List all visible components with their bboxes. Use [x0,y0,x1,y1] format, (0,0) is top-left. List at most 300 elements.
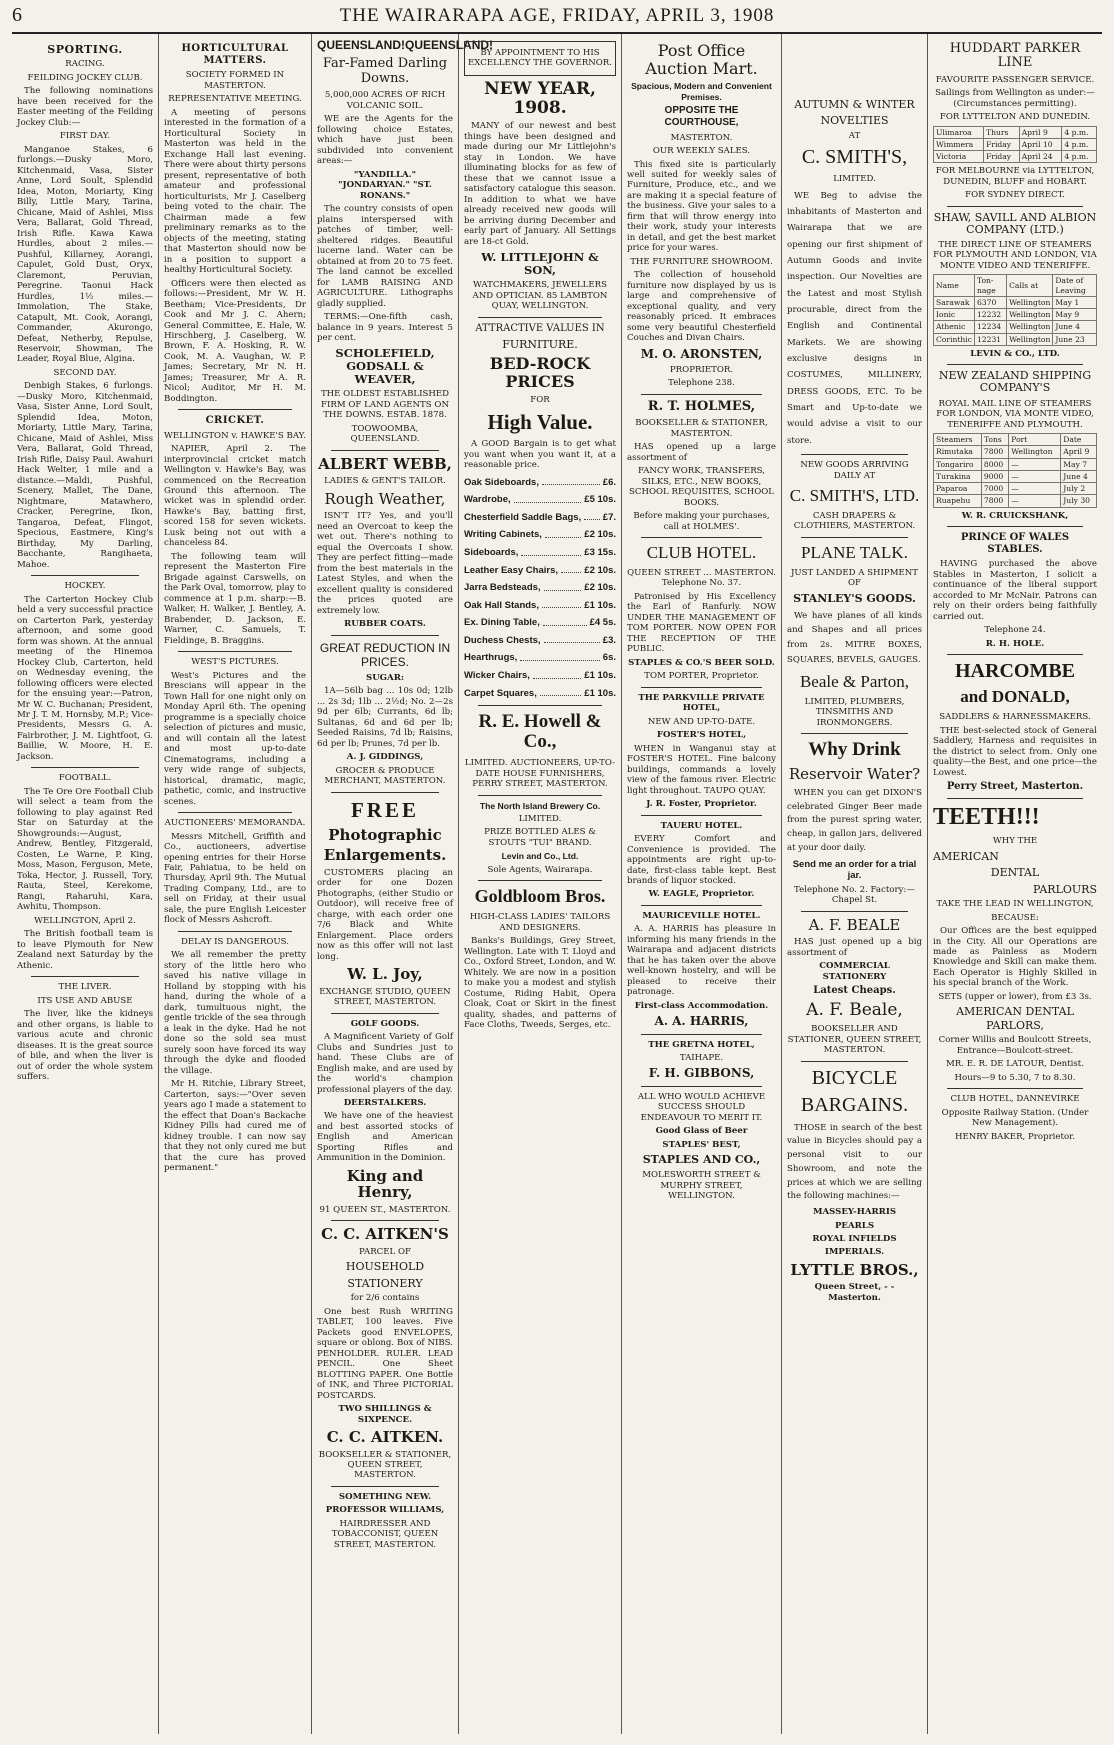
ad-text: AMERICAN [933,849,999,863]
column-horticultural [159,34,312,1734]
ad-headline: A. F. Beale, [806,1000,903,1021]
ad-headline: C. C. AITKEN. [326,1428,444,1446]
ad-text: HAS just opened up a big assortment of [787,937,922,958]
ad-text: AUTUMN & WINTER [794,98,915,111]
ad-text: 5,000,000 ACRES OF RICH VOLCANIC SOIL. [324,90,446,111]
newspaper-title: THE WAIRARAPA AGE, FRIDAY, APRIL 3, 1908 [339,5,775,26]
ad-text: PROPRIETOR. [669,364,734,375]
section-heading: HORTICULTURAL MATTERS. [181,43,289,67]
ad-headline: BED-ROCK PRICES [489,354,591,392]
ad-text: FOR SYDNEY DIRECT. [965,190,1065,201]
ad-headline: FREE [350,797,419,822]
ad-text: FURNITURE. [502,338,578,352]
divider [31,976,139,977]
ad-text: THE best-selected stock of General Saddlery, Harness and requisites in the district to select from. Only one quality—the Best, and one price—the Lowest. [933,725,1097,778]
ad-text: NOVELTIES [820,114,889,128]
ad-headline: STANLEY'S GOODS. [793,591,916,605]
sub-heading: WELLINGTON, April 2. [34,915,136,926]
ad-text: Our Offices are the best equipped in the City. All our Operations are made as Painless as Modern Knowledge and Skill can make them. Each Operator is Highly Skilled in his special branch of the Work. [933,926,1097,989]
leader-dots [544,582,582,591]
table-cell: Corinthic [934,333,975,345]
article-text: We all remember the pretty story of the little hero who saved his native village in Holland by stopping with his hand, during the whole of a dark, tumultuous night, the gentle trickle of the sea through a leak in the dyke. Had he not done so the sold sea must surely soon have forced its way through the dyke and flooded the village. [164,950,306,1076]
bicycle-list [787,1207,922,1258]
ad-headline: SHAW, SAVILL AND ALBION COMPANY (LTD.) [933,210,1097,236]
bicycle-brand: ROYAL INFIELDS [812,1234,897,1244]
table-row [934,446,1097,458]
section-heading: CRICKET. [205,415,265,427]
item-price: £6. [602,476,616,488]
ad-text: SUGAR: [365,672,405,683]
leader-dots [514,494,582,503]
ad-headline: ALBERT WEBB, [318,454,452,473]
divider [641,1034,762,1035]
table-row [934,126,1097,138]
ad-headline: C. SMITH'S, [801,146,908,169]
ad-text: PROFESSOR WILLIAMS, [325,1505,445,1516]
table-cell: July 2 [1061,483,1097,495]
ad-text: We have planes of all kinds and Shapes and all prices from 2s. MITRE BOXES, SQUARES, BEVELS, GAUGES. [787,610,922,665]
divider [947,526,1083,527]
table-cell: 4 p.m. [1062,151,1097,163]
sub-heading: THE LIVER. [58,982,112,993]
ad-text: CASH DRAPERS & CLOTHIERS, MASTERTON. [793,510,916,532]
divider [801,733,908,734]
ad-headline: and DONALD, [960,687,1070,707]
ad-text: The country consists of open plains interspersed with patches of timber, well-sheltered ridges. Beautiful lucerne land. Water can be obtained at from 20 to 75 feet. The land cannot be excelled for LAMB RAISING AND AGRICULTURE. Lithographs gladly supplied. [317,204,453,309]
ad-text: HOUSEHOLD [345,1260,425,1274]
ad-text: TAKE THE LEAD IN WELLINGTON, [936,899,1094,910]
table-cell: 9000 [981,470,1008,482]
item-name: Hearthrugs, [464,652,518,664]
ad-text: TOOWOOMBA, QUEENSLAND. [350,423,420,445]
divider [641,537,762,538]
ad-headline: Reservoir Water? [788,765,921,784]
table-cell: 7000 [981,483,1008,495]
item-price: £2 10s. [584,582,616,594]
ad-text: DENTAL [990,866,1040,880]
table-cell: Athenic [934,321,975,333]
table-cell: Thurs [984,126,1020,138]
section-heading: SPORTING. [47,43,123,56]
ad-headline: PLANE TALK. [801,542,908,562]
ad-text: Telephone No. 2. Factory:—Chapel St. [794,884,915,906]
ad-text: BECAUSE: [991,912,1039,923]
price-list-item [464,600,616,612]
ad-headline: W. LITTLEJOHN & SON, [481,250,599,277]
ad-text: THE OLDEST ESTABLISHED FIRM OF LAND AGENTS ON THE DOWNS. ESTAB. 1878. [320,389,450,421]
table-cell: 12234 [974,321,1006,333]
ad-headline: NEW YEAR, 1908. [484,78,596,118]
table-cell: June 4 [1061,470,1097,482]
divider [801,1061,908,1062]
divider [478,705,602,706]
ad-headline: BICYCLE [811,1066,898,1089]
divider [331,1220,439,1221]
table-cell: Sarawak [934,296,975,308]
leader-dots [544,635,600,644]
leader-dots [521,547,581,556]
ad-text: Spacious, Modern and Convenient Premises. [631,81,772,102]
ad-text: First-class Accommodation. [634,1000,769,1011]
ad-text: WE Beg to advise the inhabitants of Masterton and Wairarapa that we are opening our first shipment of Autumn Goods and invite inspection. Our Novelties are the Latest and most Stylish procurable, direct from the English and Continental Markets. We are showing exclusive designs in COSTUMES, MILLINERY, DRESS GOODS, ETC. To be Smart and Up-to-date we would advise a visit to our store. [787,190,922,446]
table-row [934,321,1097,333]
ad-text: LADIES & GENT'S TAILOR. [324,476,446,487]
ad-text: Latest Cheaps. [813,985,896,997]
ad-text: JUST LANDED A SHIPMENT OF [790,567,919,589]
article-text: The British football team is to leave Plymouth for New Zealand next Saturday by the Athenic. [17,929,153,971]
column-ads-hotels [622,34,782,1734]
ad-text: GROCER & PRODUCE MERCHANT, MASTERTON. [324,765,446,787]
ad-text: TOM PORTER, Proprietor. [644,671,759,682]
table-row [934,296,1097,308]
table-row [934,470,1097,482]
item-name: Wardrobe, [464,494,511,506]
bicycle-brand: IMPERIALS. [824,1247,885,1258]
divider [331,450,439,451]
sub-heading: SECOND DAY. [53,367,117,378]
item-name: Ex. Dining Table, [464,617,540,629]
table-cell: Turakina [934,470,982,482]
ad-text: ATTRACTIVE VALUES IN [475,322,605,334]
ad-text: HAVING purchased the above Stables in Masterton, I solicit a continuance of the liberal support accorded to Mr McNair. Patrons can rely on their orders being faithfully carried out. [933,559,1097,622]
price-list-item [464,652,616,664]
table-row [934,151,1097,163]
item-name: Writing Cabinets, [464,529,542,541]
ad-headline: TEETH!!! [933,804,1040,831]
ad-text: Queen Street, - - Masterton. [814,1282,895,1303]
item-price: £7. [602,511,616,523]
item-price: £3 15s. [584,546,616,558]
ad-text: Telephone 24. [984,625,1046,636]
divider [641,687,762,688]
item-price: £4 5s. [589,617,616,629]
sub-heading: FIRST DAY. [59,131,111,142]
article-text: NAPIER, April 2. The interprovincial cricket match Wellington v. Hawke's Bay, was commenced on the Recreation Ground this afternoon. The wicket was in splendid order. Hawke's Bay, batting first, scored 158 for seven wickets. Lusk being not out with a chanceless 84. [164,444,306,549]
ad-text: MOLESWORTH STREET & MURPHY STREET, WELLINGTON. [642,1170,761,1202]
ad-headline: HARCOMBE [955,660,1075,683]
ad-text: BY APPOINTMENT TO HIS EXCELLENCY THE GOVERNOR. [468,48,612,69]
table-cell: Ton-nage [974,275,1006,297]
table-row [934,138,1097,150]
ad-headline: High Value. [487,410,593,435]
bicycle-brand: MASSEY-HARRIS [812,1207,897,1218]
ad-headline: Far-Famed Darling Downs. [322,55,448,87]
leader-dots [540,688,581,697]
ad-text: Send me an order for a trial jar. [792,858,917,882]
divider [478,795,602,796]
ad-text: LIMITED. AUCTIONEERS, UP-TO-DATE HOUSE FURNISHERS, PERRY STREET, MASTERTON. [464,758,616,790]
ad-text: HENRY BAKER, Proprietor. [954,1131,1076,1142]
table-cell: Victoria [934,151,984,163]
ad-text: LIMITED, PLUMBERS, TINSMITHS AND IRONMONGERS. [804,697,905,728]
item-price: £2 10s. [584,564,616,576]
table-cell: Wimmera [934,138,984,150]
ad-text: Sole Agents, Wairarapa. [487,864,593,875]
ad-text: ROYAL MAIL LINE OF STEAMERS FOR LONDON, VIA MONTE VIDEO, TENERIFFE AND PLYMOUTH. [936,398,1094,430]
ad-text: W. EAGLE, Proprietor. [648,889,755,900]
article-text: Mr H. Ritchie, Library Street, Carterton, says:—"Over seven years ago I made a statement to the effect that Doan's Backache Kidney Pills had cured me of kidney trouble. I can now say that they not only cured me but that the cure has proved permanent." [164,1079,306,1174]
ad-text: STATIONERY [347,1276,423,1290]
table-cell: Date [1061,434,1097,446]
article-text: The following nominations have been received for the Easter meeting of the Feilding Jockey Club:— [17,86,153,128]
item-price: £1 10s. [584,687,616,699]
ad-text: THE PARKVILLE PRIVATE HOTEL, [638,692,765,714]
ad-text: PRINCE OF WALES STABLES. [960,531,1070,556]
ad-text: We have one of the heaviest and best assorted stocks of English and American Sporting Rifles and Ammunition in the Dominion. [317,1111,453,1164]
ad-headline: W. L. Joy, [347,965,423,984]
sub-heading: DELAY IS DANGEROUS. [181,936,289,947]
table-cell: June 23 [1053,333,1097,345]
ad-text: BOOKSELLER AND STATIONER, QUEEN STREET, MASTERTON. [787,1024,922,1056]
sailing-table-nz-shipping [933,433,1097,508]
ad-text: R. H. HOLE. [985,638,1045,649]
price-list-item [464,512,616,524]
table-cell: — [1009,470,1061,482]
article-text: Officers were then elected as follows:—President, Mr W. H. Beetham; Vice-Presidents, Dr Cook and Mr J. C. Ahern; General Committee, E. Hale, W. Hirschberg, J. Caselberg, W. Brown, F. A. Hosking, R. W. Cook, M. A. Vaughan, W. P. James; Secretary, Mr N. H. James; Treasurer, Mr A. R. Nicol; Auditor, Mr H. M. Boddington. [164,278,306,404]
ad-headline: A. A. HARRIS, [654,1014,749,1029]
table-cell: — [1009,458,1061,470]
divider [801,911,908,912]
ad-headline: A. F. BEALE [808,915,901,934]
price-list-item [464,565,616,577]
table-cell: May 1 [1053,296,1097,308]
table-cell: 7800 [981,446,1008,458]
divider [947,654,1083,655]
sub-heading: WEST'S PICTURES. [191,657,279,668]
divider [331,1486,439,1487]
divider [947,798,1083,799]
ad-text: Hours—9 to 5.30, 7 to 8.30. [954,1072,1076,1083]
ad-text: 91 QUEEN ST., MASTERTON. [319,1204,451,1215]
item-price: £1 10s. [584,599,616,611]
item-name: Chesterfield Saddle Bags, [464,511,582,523]
divider [641,1086,762,1087]
ad-headline: SCHOLEFIELD, GODSALL & WEAVER, [335,346,435,386]
table-row [934,333,1097,345]
ad-text: TERMS:—One-fifth cash, balance in 9 years. Interest 5 per cent. [317,312,453,343]
ad-text: THE GRETNA HOTEL, [648,1039,755,1050]
table-cell: 6370 [974,296,1006,308]
ad-text: LIMITED. [518,813,562,824]
ad-box [464,41,616,76]
table-cell: 4 p.m. [1062,138,1097,150]
ad-headline: C. C. AITKEN'S [321,1225,449,1244]
ad-text: NEW GOODS ARRIVING DAILY AT [800,460,909,481]
ad-text: "YANDILLA." "JONDARYAN." "ST. RONANS." [338,169,432,201]
ad-text: LIMITED. [833,174,876,185]
ad-text: STAPLES & CO.'S BEER SOLD. [628,657,775,668]
ad-headline: Post Office Auction Mart. [645,41,758,78]
sailing-table-lyttelton [933,126,1097,164]
table-cell: Steamers [934,434,982,446]
divider [801,537,908,538]
divider [178,651,292,652]
ad-text: PRIZE BOTTLED ALES & STOUTS "TUI" BRAND. [484,827,596,848]
article-text: The following team will represent the Masterton Fire Brigade against Carswells, on the Park Oval, tomorrow, play to commence at 1 p.m. sharp:—B. Walker, H. Walker, J. Bentley, A. Brabender, D. Jackson, E. Warner, C. Samuels, T. Fieldinge, B. Braggins. [164,551,306,646]
table-row [934,309,1097,321]
ad-text: Sailings from Wellington as under:— (Circumstances permitting). [935,88,1095,109]
table-cell: May 9 [1053,309,1097,321]
table-cell: 12231 [974,333,1006,345]
article-text: The liver, like the kidneys and other organs, is liable to various acute and chronic diseases. It is the great source of bile, and when the liver is out of order the whole system suffers. [17,1009,153,1082]
ad-text: THE DIRECT LINE OF STEAMERS FOR PLYMOUTH AND LONDON, VIA MONTE VIDEO AND TENERIFFE. [933,239,1097,271]
ad-text: 1A—56lb bag ... 10s 0d; 12lb ... 2s 3d; 1lb ... 2½d; No. 2—2s 9d per 6lb; Currants, 6d lb; Sultanas, 6d and 6d per lb; Seeded Raisins, 7d lb; Raisins, 6d per lb; Prunes, 7d per lb. [317,686,453,749]
ad-text: SETS (upper or lower), from £3 3s. [938,991,1092,1002]
ad-text: COMMERCIAL STATIONERY [819,961,890,982]
ad-text: BOOKSELLER & STATIONER, MASTERTON. [635,418,768,439]
table-cell: July 30 [1061,495,1097,507]
ad-headline: NEW ZEALAND SHIPPING COMPANY'S [938,369,1092,395]
table-cell: — [1009,483,1061,495]
leader-dots [520,652,599,661]
table-cell: Tons [981,434,1008,446]
price-list-item [464,494,616,506]
ad-headline: F. H. GIBBONS, [648,1066,755,1081]
article-text: Messrs Mitchell, Griffith and Co., auctioneers, advertise opening entries for their Horse Fair, Pahiatua, to be held on Thursday, April 9th. The Mutual Trading Company, Ltd., are to sell on Friday, at their usual sale, the pure English Leicester flock of Messrs Ashcroft. [164,831,306,926]
item-price: 6s. [602,652,616,664]
table-cell: Friday [984,151,1020,163]
article-text: Manganoe Stakes, 6 furlongs.—Dusky Moro, Kitchenmaid, Vasa, Sister Anne, Lord Soult, Splendid Idea, Moton, Moriarty, King Billy, Little Mary, Tarina, Chicane, Maid of Ashlei, Miss Vera, Ballarat, Gold Thread, Irish Rifle. Kawa Kawa Hurdles, about 2 miles.—Pushful, Killarney, Aorangi, Capulet, Gold Dust, Oryx, Claremont, Peruvian, Peregrine. Taonui Hack Hurdles, 1½ miles.—Immolation, The Stake, Catapult, Mt. Cook, Aorangi, Commander, Akurongo, Defeat, Netherby, Repulse, Reservoir, Showman, The Leader, Royal Blue, Algina. [17,144,153,365]
table-cell: Ionic [934,309,975,321]
leader-dots [542,477,600,486]
table-cell: Port [1009,434,1061,446]
ad-headline: Why Drink [808,739,901,761]
divider [947,206,1083,207]
item-name: Wicker Chairs, [464,670,530,682]
price-list-item [464,477,616,489]
price-list-item [464,688,616,700]
ad-text: WHEN in Wanganui stay at FOSTER'S HOTEL. Fine balcony buildings, commands a lovely view of the famous river. Electric light throughout. TAUPO QUAY. [627,743,776,796]
table-row [934,458,1097,470]
leader-dots [542,600,581,609]
ad-text: NEW AND UP-TO-DATE. [647,716,756,727]
ad-text: THE FURNITURE SHOWROOM. [630,256,773,267]
item-price: £2 10s. [584,529,616,541]
ad-text: AMERICAN DENTAL PARLORS, [956,1005,1074,1032]
item-name: Oak Hall Stands, [464,599,539,611]
divider [31,575,139,576]
column-sporting [12,34,159,1734]
ad-text: FANCY WORK, TRANSFERS, SILKS, ETC., NEW BOOKS, SCHOOL REQUISITES, SCHOOL BOOKS. [629,466,774,508]
price-list-item [464,635,616,647]
article-text: West's Pictures and the Brescians will appear in the Town Hall for one night only on Monday April 6th. The opening programme is a specially choice selection of pictures and music, and will contain all the latest and most up-to-date Cinematograms, including a very wide range of subjects, historical, dramatic, magic, pathetic, comic, and instructive scenes. [164,670,306,807]
ad-headline: QUEENSLAND! [405,38,494,52]
item-name: Duchess Chests, [464,634,541,646]
divider [947,364,1083,365]
divider [947,1088,1083,1089]
table-cell: Date of Leaving [1053,275,1097,297]
table-row [934,495,1097,507]
ad-text: OUR WEEKLY SALES. [652,146,751,157]
ad-headline: Photographic [328,825,442,844]
price-list-item [464,670,616,682]
furniture-price-list [464,477,616,700]
ad-headline: BARGAINS. [800,1093,909,1116]
sailing-table-shaw-savill [933,274,1097,346]
table-cell: 12232 [974,309,1006,321]
ad-text: HAS opened up a large assortment of [627,442,776,463]
table-cell: Wellington [1007,309,1053,321]
divider [31,767,139,768]
item-price: £3. [602,634,616,646]
table-cell: June 4 [1053,321,1097,333]
article-text: A meeting of persons interested in the formation of a Horticultural Society in Masterton was held in the Exchange Hall last evening. There were about thirty persons present, representative of both amateur and professional horticulturists, Mr J. Caselberg being voted to the chair. The Chairman made a few preliminary remarks as to the objects of the meeting, stating that Masterton should now be in a position to support a healthy Horticultural Society. [164,107,306,276]
item-name: Leather Easy Chairs, [464,564,558,576]
table-cell: April 10 [1019,138,1062,150]
divider [178,409,292,410]
divider [641,815,762,816]
ad-headline: King and Henry, [346,1166,424,1202]
ad-text: BOOKSELLER & STATIONER, QUEEN STREET, MASTERTON. [318,1449,452,1481]
ad-text: for 2/6 contains [350,1293,420,1304]
price-list-item [464,529,616,541]
column-shipping [928,34,1102,1734]
ad-text: W. R. CRUICKSHANK, [961,510,1069,521]
ad-text: RUBBER COATS. [344,619,426,630]
table-cell: 4 p.m. [1062,126,1097,138]
ad-headline: Enlargements. [323,846,447,865]
ad-headline: QUEENSLAND! [317,38,406,52]
divider [641,394,762,395]
ad-headline: HUDDART PARKER LINE [949,41,1081,71]
table-cell: 8000 [981,458,1008,470]
ad-text: Perry Street, Masterton. [946,780,1084,792]
table-cell: April 9 [1019,126,1062,138]
item-price: £1 10s. [584,670,616,682]
table-cell: April 9 [1061,446,1097,458]
table-cell: 7800 [981,495,1008,507]
table-cell: Tongariro [934,458,982,470]
ad-text: Levin and Co., Ltd. [501,851,579,862]
ad-text: The North Island Brewery Co. [479,800,601,811]
table-cell: Calls at [1007,275,1053,297]
item-price: £5 10s. [584,494,616,506]
sub-heading: SOCIETY FORMED IN MASTERTON. [185,70,285,91]
item-name: Oak Sideboards, [464,476,539,488]
ad-text: A GOOD Bargain is to get what you want when you want it, at a reasonable price. [464,439,616,471]
sub-heading: HOCKEY. [64,581,106,592]
leader-dots [543,617,587,626]
table-row [934,434,1097,446]
divider [478,317,602,318]
divider [331,635,439,636]
table-cell: May 7 [1061,458,1097,470]
ad-text: ISN'T IT? Yes, and you'll need an Overcoat to keep the wet out. There's nothing to equal the Overcoats I show. They are perfect fitting—made from the best materials in the Latest Styles, and when the excellent quality is considered the prices quoted are extremely low. [317,511,453,616]
ad-headline: GREAT REDUCTION IN PRICES. [319,640,451,670]
ad-text: PARLOURS [1032,882,1097,896]
ad-text: LEVIN & CO., LTD. [970,348,1060,359]
ad-text: DEERSTALKERS. [343,1098,427,1108]
item-name: Sideboards, [464,546,519,558]
ad-text: TWO SHILLINGS & SIXPENCE. [338,1404,432,1425]
sub-heading: FEILDING JOCKEY CLUB. [27,72,143,83]
column-ads-drapers [782,34,928,1734]
ad-headline: Beale & Parton, [799,672,910,692]
divider [478,880,602,881]
bicycle-brand: PEARLS [834,1220,875,1231]
ad-text: EVERY Comfort and Convenience is provided. The appointments are right up-to-date, first-class table kept. Best brands of liquor stocked. [627,834,776,886]
ad-text: Patronised by His Excellency the Earl of Ranfurly. NOW UNDER THE MANAGEMENT OF TOM PORTER. NOW OPEN FOR THE RECEPTION OF THE PUBLIC. [627,591,776,655]
ad-headline: STAPLES AND CO., [642,1153,761,1167]
table-cell: Rimutaka [934,446,982,458]
ad-text: Telephone 238. [668,378,735,389]
ad-text: MAURICEVILLE HOTEL. [642,910,761,921]
ad-text: EXCHANGE STUDIO, QUEEN STREET, MASTERTON. [319,986,451,1008]
article-text: The Te Ore Ore Football Club will select a team from the following to play against Red Star on Saturday at the Showgrounds:—August, Andrew, Bentley, Fitzgerald, Costen, Le Warne, P. King, Moss, Mason, Ferguson, Mete, Toka, Hector, J. Russell, Tory, Rauta, Steel, Kerekome, Rangi, Raharuhi, Kara, Awhitu, Thompson. [17,786,153,913]
table-row [934,483,1097,495]
article-text: Denbigh Stakes, 6 furlongs.—Dusky Moro, Kitchenmaid, Vasa, Sister Anne, Lord Soult, Splendid Idea, Moton, Moriarty, Little Mary, Tarina, Chicane, Maid of Ashlei, Miss Vera, Ballarat, Gold Thread, Irish Rifle, Daisy Paul. Awahuri Hack Welter, 1 mile and a distance.—Maldi, Pushful, Scenery, Mallet, The Dane, Nightmare, Matawhero, Cracker, Peregrine, Ikon, Tangaroa, Defeat, Flingot, Specious, Eastmere, King's Birthday, My Darling, Bacchante, Rangihaeta, Mahoe. [17,381,153,570]
ad-text: ALL WHO WOULD ACHIEVE SUCCESS SHOULD ENDEAVOUR TO MERIT IT. [637,1091,766,1123]
